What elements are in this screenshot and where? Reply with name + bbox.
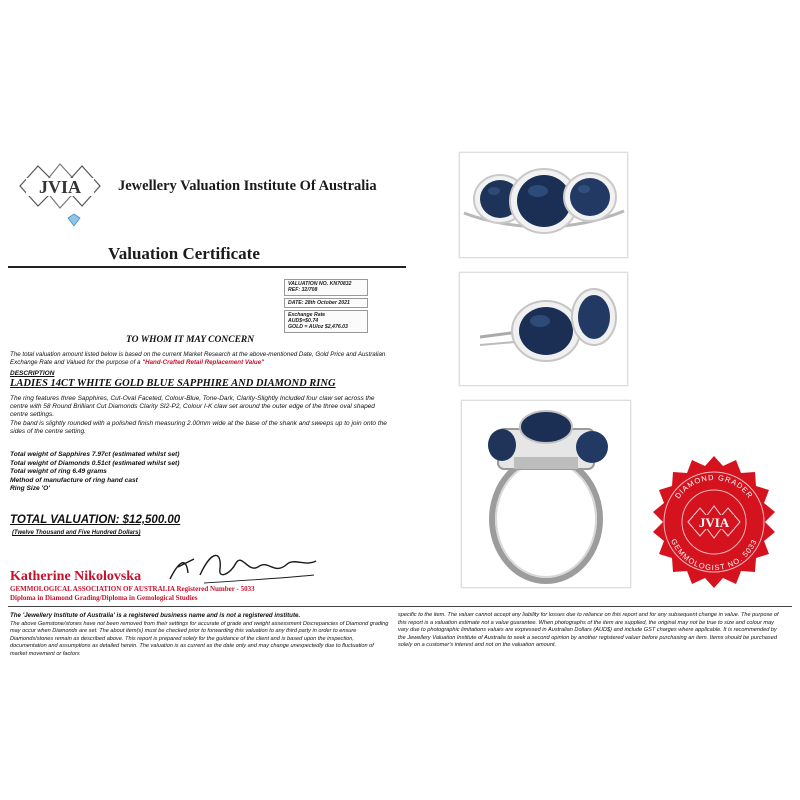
weight-diamonds: Total weight of Diamonds 0.51ct (estimated whilst set) <box>10 459 180 467</box>
ring-size: Ring Size 'O' <box>10 485 50 493</box>
description-label: DESCRIPTION <box>10 370 55 377</box>
jvia-logo <box>14 152 106 232</box>
valuer-name: Katherine Nikolovska <box>10 569 142 584</box>
handwritten-signature <box>164 545 324 590</box>
total-valuation-words: (Twelve Thousand and Five Hundred Dollars) <box>12 530 141 536</box>
valuation-id-block <box>284 279 368 296</box>
valuation-info-box <box>284 279 368 341</box>
manufacture-method: Method of manufacture of ring hand cast <box>10 476 138 484</box>
signature-credentials <box>10 585 255 603</box>
institute-name: Jewellery Valuation Institute Of Australia <box>118 178 377 194</box>
certificate-title: Valuation Certificate <box>108 244 260 263</box>
total-valuation: TOTAL VALUATION: $12,500.00 <box>10 514 181 526</box>
description-paragraph: The band is slightly rounded with a polished finish measuring 2.00mm wide at the base of the shank and sweeps up to join onto the sides of the centre setting. <box>10 419 387 435</box>
seal-top-text: DIAMOND GRADER <box>673 472 755 501</box>
seal-bottom-text: GEMMOLOGIST NO. 5033 <box>669 537 759 573</box>
title-divider <box>8 266 406 268</box>
valuation-date: DATE: 28th October 2021 <box>288 299 350 306</box>
to-whom-heading: TO WHOM IT MAY CONCERN <box>126 335 255 345</box>
valuation-ref: REF: 32/708 <box>288 287 318 294</box>
weight-sapphires: Total weight of Sapphires 7.97ct (estimated whilst set) <box>10 451 180 458</box>
seal-center-text: JVIA <box>698 515 730 530</box>
exchange-label: Exchange Rate <box>288 311 326 318</box>
item-title: LADIES 14CT WHITE GOLD BLUE SAPPHIRE AND DIAMOND RING <box>10 378 336 389</box>
disclaimer-divider <box>8 606 792 607</box>
description-paragraph: The ring features three Sapphires, Cut-Oval Faceted, Colour-Blue, Tone-Dark, Clarity-Slightly Included four claw set across the centre with 58 Round Brilliant Cut Diamonds Clarity SI2-P2, Colour I-K claw set around the outer edge of the three oval shaped centre settings. <box>10 395 375 419</box>
intro-paragraph <box>10 351 388 366</box>
disclaimer-right: specific to the item. The valuer cannot accept any liability for losses due to reliance on this report and for any subsequent change in value. The purpose of this report is a valuation estimate not a value guarantee. When photographs of the item are supplied, the original may not be true to size and colour may vary due to photographic limitations values are expressed in Australian Dollars (AUD$) and include GST charges where applicable. It is recommended by the Jewellery Valuation Institute of Australia to seek a second opinion by another registered valuer before purchasing an item. Items should be purchased solely on a customer's interest and not on the valuation amount. <box>398 612 779 649</box>
description-body <box>10 395 392 436</box>
gemmological-association: GEMMOLOGICAL ASSOCIATION OF AUSTRALIA Registered Number - 5033 <box>10 585 255 593</box>
valuation-date-block <box>284 298 368 308</box>
ring-photo-front <box>459 152 628 258</box>
diploma-text: Diploma in Diamond Grading/Diploma in Gemological Studies <box>10 594 198 602</box>
intro-text: The total valuation amount listed below is based on the current Market Research at the above-mentioned Date, Gold Price and Australian Exchange Rate and Valued for the purpose of a <box>10 351 386 366</box>
ring-photo-side <box>461 400 631 588</box>
diamond-grader-seal <box>644 452 784 592</box>
exchange-rate-block <box>284 310 368 333</box>
valuation-number: VALUATION NO. KN70832 <box>288 281 352 287</box>
logo-text: JVIA <box>38 177 82 197</box>
exchange-aud: AUD$=$0.74 <box>288 318 319 325</box>
ring-photo-angle <box>459 272 628 386</box>
gold-rate: GOLD = AU/oz $2,476.03 <box>288 324 348 331</box>
disclaimer-lead: The 'Jewellery Institute of Australia' is a registered business name and is not a registered institute. <box>10 612 301 619</box>
intro-highlight: "Hand-Crafted Retail Replacement Value" <box>142 358 265 366</box>
weights-list <box>10 451 179 494</box>
disclaimer-left-text: The above Gemstone/stones have not been removed from their settings for accurate of grade and weight assessment Discrepancies of Diamond grading may occur when Diamonds are set. The about item(s) must be checked prior to forwarding this valuation to any third party in order to ensure Diamonds/stones remain as described above. This report is prepared solely for the guidance of the client and is based upon the inspection, documentation and assumptions as detailed herein. The valuation is as current as the date only and may change unexpectedly due to fluctuation of market movement or factors <box>10 620 389 657</box>
disclaimer-left <box>10 612 392 659</box>
weight-ring: Total weight of ring 6.49 grams <box>10 468 107 476</box>
